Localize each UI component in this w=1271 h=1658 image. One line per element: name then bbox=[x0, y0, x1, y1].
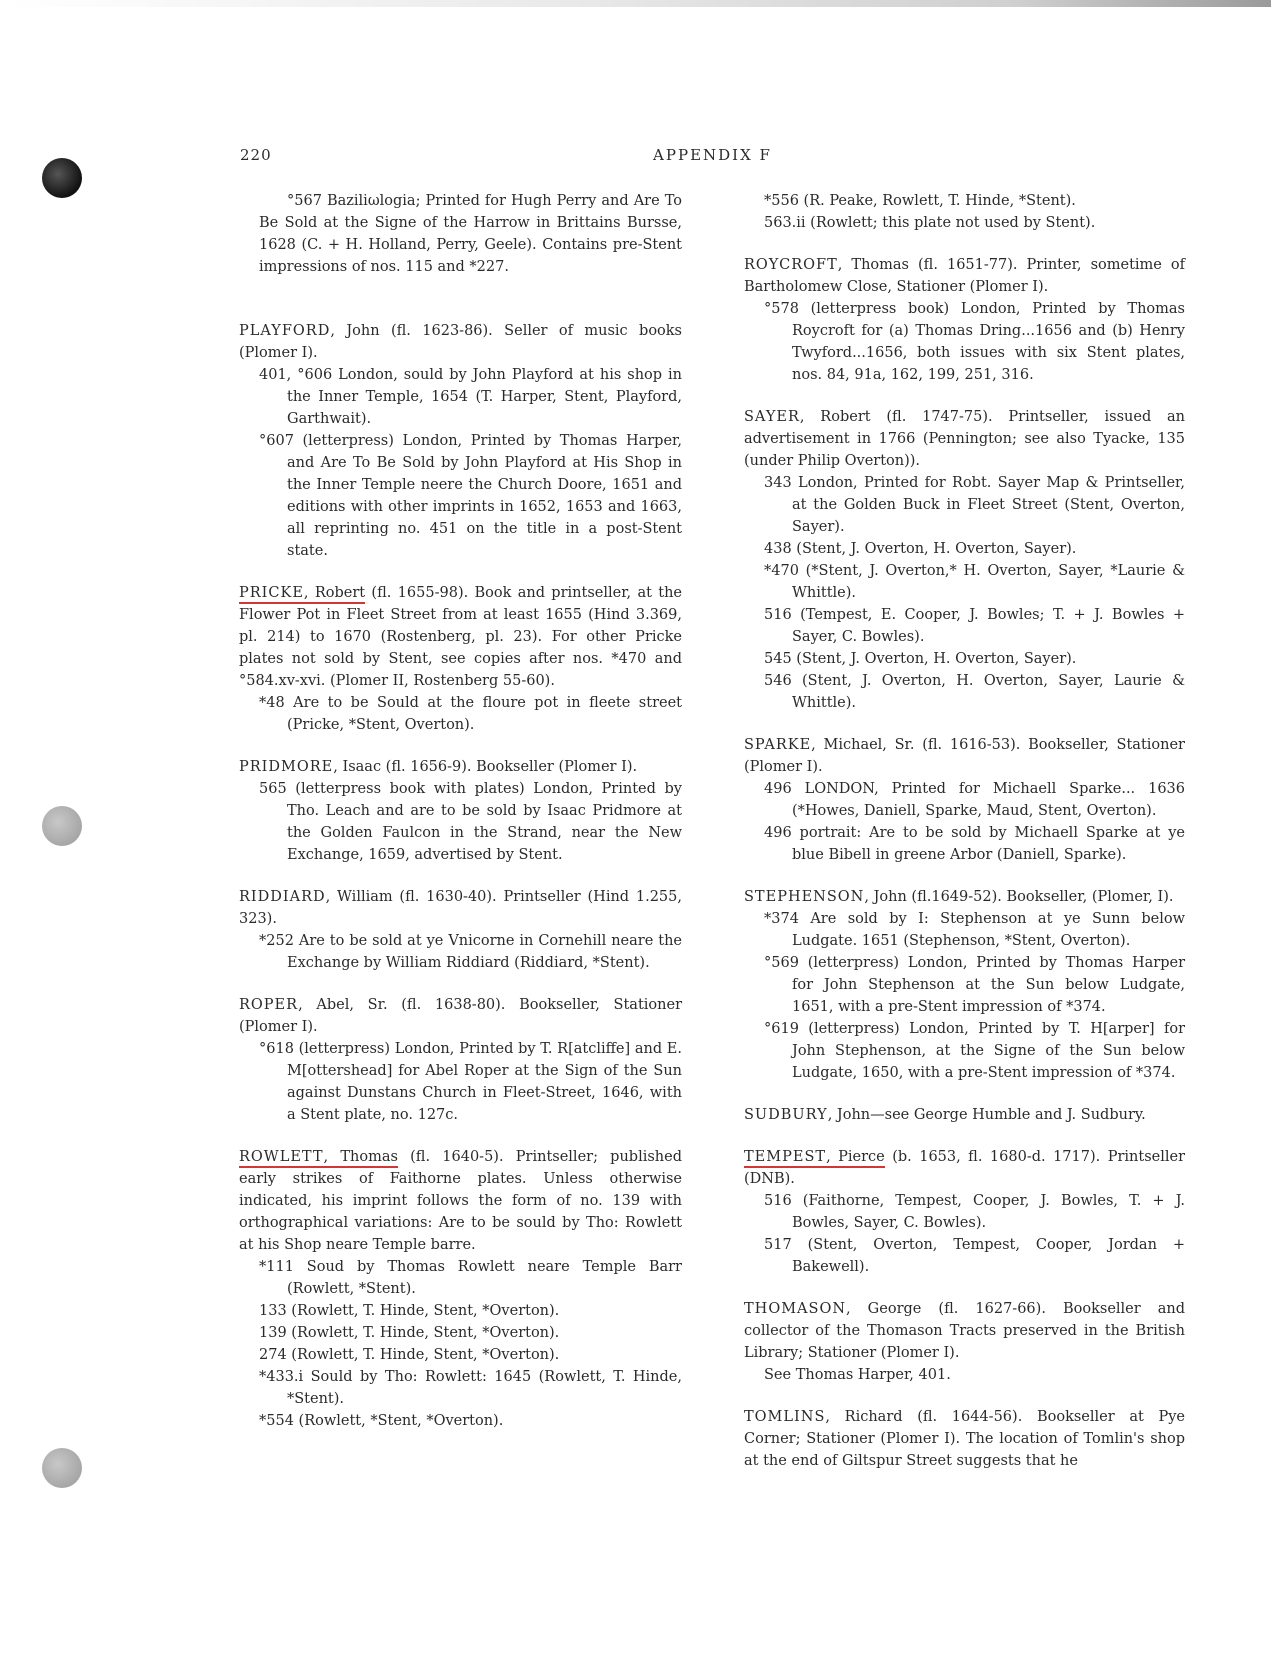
entry-heading bbox=[744, 406, 1185, 472]
entry-item: 496 portrait: Are to be sold by Michaell Sparke at ye blue Bibell in greene Arbor (Daniell, Sparke). bbox=[764, 825, 1185, 863]
entry-description: , George (fl. 1627-66). Bookseller and collector of the Thomason Tracts preserved in the British Library; Stationer (Plomer I). bbox=[744, 1301, 1185, 1361]
entry-name: ROWLETT bbox=[239, 1149, 324, 1165]
entry-name: RIDDIARD bbox=[239, 889, 326, 905]
entry-name: SUDBURY bbox=[744, 1107, 828, 1123]
entry-description: , John (fl.1649-52). Bookseller, (Plomer, I). bbox=[864, 889, 1174, 905]
left-column bbox=[239, 190, 682, 1452]
entry-item: 438 (Stent, J. Overton, H. Overton, Sayer). bbox=[764, 541, 1077, 557]
entry-sayer bbox=[744, 406, 1185, 714]
entry-name: ROPER bbox=[239, 997, 299, 1013]
entry-name: TOMLINS bbox=[744, 1409, 826, 1425]
entry-item: °578 (letterpress book) London, Printed by Thomas Roycroft for (a) Thomas Dring...1656 and (b) Henry Twyford...1656, both issues with six Stent plates, nos. 84, 91a, 162, 199, 251, 316. bbox=[764, 301, 1185, 383]
entry-heading bbox=[239, 756, 682, 778]
entry-item: 274 (Rowlett, T. Hinde, Stent, *Overton). bbox=[259, 1347, 560, 1363]
punch-hole-middle bbox=[42, 806, 82, 846]
entry-item: 496 LONDON, Printed for Michaell Sparke... 1636 (*Howes, Daniell, Sparke, Maud, Stent, Overton). bbox=[764, 781, 1185, 819]
entry-name: PRIDMORE bbox=[239, 759, 334, 775]
entry-rowlett bbox=[239, 1146, 682, 1432]
entry-name: ROYCROFT bbox=[744, 257, 838, 273]
entry-item: *433.i Sould by Tho: Rowlett: 1645 (Rowlett, T. Hinde, *Stent). bbox=[259, 1369, 682, 1407]
entry-thomason bbox=[744, 1298, 1185, 1386]
entry-heading bbox=[744, 1406, 1185, 1472]
entry-item: *554 (Rowlett, *Stent, *Overton). bbox=[259, 1413, 504, 1429]
punch-hole-top bbox=[42, 158, 82, 198]
entry-item: 565 (letterpress book with plates) London, Printed by Tho. Leach and are to be sold by Isaac Pridmore at the Golden Faulcon in the Strand, near the New Exchange, 1659, advertised by Stent. bbox=[259, 781, 682, 863]
entry-item: 517 (Stent, Overton, Tempest, Cooper, Jordan + Bakewell). bbox=[764, 1237, 1185, 1275]
entry-first-name: Pierce bbox=[838, 1149, 885, 1165]
right-column bbox=[744, 190, 1185, 1492]
entry-heading bbox=[239, 320, 682, 364]
running-head: APPENDIX F bbox=[653, 146, 772, 164]
entry-tomlins bbox=[744, 1406, 1185, 1472]
entry-stephenson bbox=[744, 886, 1185, 1084]
page-number: 220 bbox=[240, 146, 272, 164]
entry-heading bbox=[744, 1298, 1185, 1364]
entry-item: 516 (Tempest, E. Cooper, J. Bowles; T. + J. Bowles + Sayer, C. Bowles). bbox=[764, 607, 1185, 645]
entry-tempest bbox=[744, 1146, 1185, 1278]
entry-heading: TEMPEST, Pierce (b. 1653, fl. 1680-d. 1717). Printseller (DNB). bbox=[744, 1149, 1186, 1187]
entry-item: °619 (letterpress) London, Printed by T. H[arper] for John Stephenson, at the Signe of the Sun below Ludgate, 1650, with a pre-Stent impression of *374. bbox=[764, 1021, 1185, 1081]
entry-description: (fl. 1640-5). Printseller; published early strikes of Faithorne plates. Unless otherwise indicated, his imprint follows the form of no. 139 with orthographical variations: Are to be sould by Tho: Rowlett at his Shop neare Temple barre. bbox=[239, 1149, 682, 1253]
entry-name: PLAYFORD bbox=[239, 323, 331, 339]
entry-playford bbox=[239, 320, 682, 562]
entry-name: PRICKE bbox=[239, 585, 304, 601]
entry-first-name: Thomas bbox=[340, 1149, 398, 1165]
entry-description: , John—see George Humble and J. Sudbury. bbox=[827, 1107, 1146, 1123]
entry-heading bbox=[239, 886, 682, 930]
entry-roycroft bbox=[744, 254, 1185, 386]
entry-heading bbox=[239, 994, 682, 1038]
entry-name: TEMPEST bbox=[744, 1149, 827, 1165]
entry-heading: ROWLETT, Thomas (fl. 1640-5). Printseller; published early strikes of Faithorne plates. Unless otherwise indicated, his imprint follows the form of no. 139 with orthographical variations: Are to be sould by Tho: Rowlett at his Shop neare Temple barre. bbox=[239, 1149, 682, 1253]
entry-item: °569 (letterpress) London, Printed by Thomas Harper for John Stephenson at the Sun below Ludgate, 1651, with a pre-Stent impression of *374. bbox=[764, 955, 1185, 1015]
entry-bazil bbox=[239, 190, 682, 278]
entry-description: , Robert (fl. 1747-75). Printseller, issued an advertisement in 1766 (Pennington; see also Tyacke, 135 (under Philip Overton)). bbox=[744, 409, 1185, 469]
entry-item: *470 (*Stent, J. Overton,* H. Overton, Sayer, *Laurie & Whittle). bbox=[764, 563, 1185, 601]
entry-item: See Thomas Harper, 401. bbox=[764, 1367, 951, 1383]
entry-description: , John (fl. 1623-86). Seller of music books (Plomer I). bbox=[239, 323, 682, 361]
entry-description: (b. 1653, fl. 1680-d. 1717). Printseller (DNB). bbox=[744, 1149, 1186, 1187]
entry-sparke bbox=[744, 734, 1185, 866]
page-header bbox=[240, 146, 1185, 170]
entry-first-name: Robert bbox=[314, 585, 366, 601]
entry-item: *252 Are to be sold at ye Vnicorne in Cornehill neare the Exchange by William Riddiard (Riddiard, *Stent). bbox=[259, 933, 682, 971]
entry-item: °567 Baziliωlogia; Printed for Hugh Perry and Are To Be Sold at the Signe of the Harrow in Brittains Bursse, 1628 (C. + H. Holland, Perry, Geele). Contains pre-Stent impressions of nos. 115 and *227. bbox=[259, 193, 682, 275]
entry-name: SAYER bbox=[744, 409, 800, 425]
entry-heading bbox=[744, 886, 1185, 908]
entry-sudbury bbox=[744, 1104, 1185, 1126]
entry-item: °607 (letterpress) London, Printed by Thomas Harper, and Are To Be Sold by John Playford at His Shop in the Inner Temple neere the Church Doore, 1651 and editions with other imprints in 1652, 1653 and 1663, all reprinting no. 451 on the title in a post-Stent state. bbox=[259, 433, 682, 559]
entry-heading bbox=[744, 734, 1185, 778]
entry-item: *111 Soud by Thomas Rowlett neare Temple Barr (Rowlett, *Stent). bbox=[259, 1259, 682, 1297]
entry-description: , Richard (fl. 1644-56). Bookseller at Pye Corner; Stationer (Plomer I). The location of Tomlin's shop at the end of Giltspur Street suggests that he bbox=[744, 1409, 1185, 1469]
entry-item: 516 (Faithorne, Tempest, Cooper, J. Bowles, T. + J. Bowles, Sayer, C. Bowles). bbox=[764, 1193, 1185, 1231]
punch-hole-bottom bbox=[42, 1448, 82, 1488]
entry-item: 401, °606 London, sould by John Playford at his shop in the Inner Temple, 1654 (T. Harper, Stent, Playford, Garthwait). bbox=[259, 367, 682, 427]
entry-item: °618 (letterpress) London, Printed by T. R[atcliffe] and E. M[ottershead] for Abel Roper at the Sign of the Sun against Dunstans Church in Fleet-Street, 1646, with a Stent plate, no. 127c. bbox=[259, 1041, 682, 1123]
entry-item: 343 London, Printed for Robt. Sayer Map & Printseller, at the Golden Buck in Fleet Street (Stent, Overton, Sayer). bbox=[764, 475, 1185, 535]
entry-item: *374 Are sold by I: Stephenson at ye Sunn below Ludgate. 1651 (Stephenson, *Stent, Overton). bbox=[764, 911, 1185, 949]
entry-riddiard bbox=[239, 886, 682, 974]
entry-heading: PRICKE, Robert (fl. 1655-98). Book and printseller, at the Flower Pot in Fleet Street from at least 1655 (Hind 3.369, pl. 214) to 1670 (Rostenberg, pl. 23). For other Pricke plates not sold by Stent, see copies after nos. *470 and °584.xv-xvi. (Plomer II, Rostenberg 55-60). bbox=[239, 585, 682, 689]
entry-rowlett-continued bbox=[744, 190, 1185, 234]
entry-pridmore bbox=[239, 756, 682, 866]
entry-item: *48 Are to be Sould at the floure pot in fleete street (Pricke, *Stent, Overton). bbox=[259, 695, 682, 733]
entry-item: *556 (R. Peake, Rowlett, T. Hinde, *Stent). bbox=[764, 193, 1076, 209]
entry-roper bbox=[239, 994, 682, 1126]
entry-name: STEPHENSON bbox=[744, 889, 865, 905]
entry-description: , William (fl. 1630-40). Printseller (Hind 1.255, 323). bbox=[239, 889, 682, 927]
entry-name: SPARKE bbox=[744, 737, 812, 753]
entry-item: 546 (Stent, J. Overton, H. Overton, Sayer, Laurie & Whittle). bbox=[764, 673, 1185, 711]
entry-description: , Abel, Sr. (fl. 1638-80). Bookseller, Stationer (Plomer I). bbox=[239, 997, 682, 1035]
entry-item: 545 (Stent, J. Overton, H. Overton, Sayer). bbox=[764, 651, 1077, 667]
entry-pricke bbox=[239, 582, 682, 736]
entry-description: , Isaac (fl. 1656-9). Bookseller (Plomer I). bbox=[333, 759, 638, 775]
entry-description: (fl. 1655-98). Book and printseller, at the Flower Pot in Fleet Street from at least 1655 (Hind 3.369, pl. 214) to 1670 (Rostenberg, pl. 23). For other Pricke plates not sold by Stent, see copies after nos. *470 and °584.xv-xvi. (Plomer II, Rostenberg 55-60). bbox=[239, 585, 682, 689]
entry-description: , Michael, Sr. (fl. 1616-53). Bookseller, Stationer (Plomer I). bbox=[744, 737, 1185, 775]
entry-name: THOMASON bbox=[744, 1301, 847, 1317]
entry-item: 139 (Rowlett, T. Hinde, Stent, *Overton). bbox=[259, 1325, 560, 1341]
scan-top-edge bbox=[0, 0, 1271, 7]
entry-item: 563.ii (Rowlett; this plate not used by Stent). bbox=[764, 215, 1096, 231]
entry-heading bbox=[744, 1104, 1185, 1126]
entry-heading bbox=[744, 254, 1185, 298]
entry-item: 133 (Rowlett, T. Hinde, Stent, *Overton). bbox=[259, 1303, 560, 1319]
entry-description: , Thomas (fl. 1651-77). Printer, sometime of Bartholomew Close, Stationer (Plomer I). bbox=[744, 257, 1185, 295]
